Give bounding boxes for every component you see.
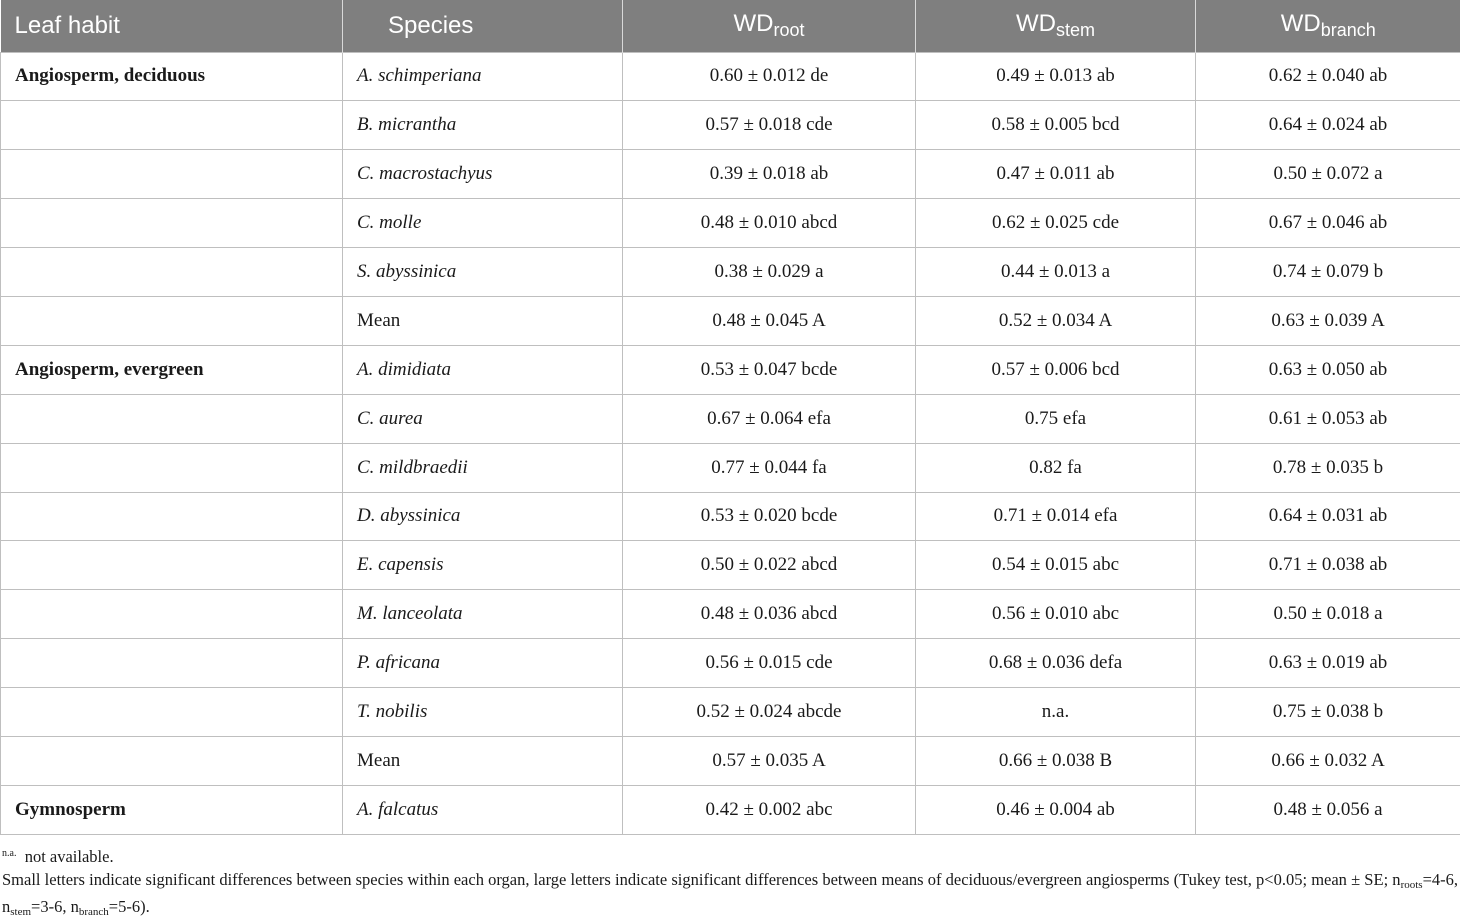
species-name: D. abyssinica [357, 505, 460, 526]
table-row [1, 639, 1460, 688]
wd-root-cell: 0.42 ± 0.002 abc [623, 785, 916, 834]
species-cell [343, 52, 623, 101]
species-cell [343, 199, 623, 248]
n-roots-val: =4-6, n [2, 870, 1458, 916]
leaf-habit-cell [1, 296, 343, 345]
header-species: Species [343, 0, 623, 52]
species-name: A. schimperiana [357, 65, 482, 86]
leaf-habit-cell [1, 150, 343, 199]
wd-stem-cell: 0.56 ± 0.010 abc [916, 590, 1196, 639]
species-cell [343, 541, 623, 590]
table-row [1, 345, 1460, 394]
wd-stem-base: WD [1016, 10, 1056, 37]
wd-branch-cell: 0.50 ± 0.018 a [1196, 590, 1460, 639]
leaf-habit-cell [1, 541, 343, 590]
wd-branch-cell: 0.64 ± 0.024 ab [1196, 101, 1460, 150]
wd-root-cell: 0.48 ± 0.036 abcd [623, 590, 916, 639]
table-row [1, 736, 1460, 785]
species-cell [343, 443, 623, 492]
leaf-habit-cell: Angiosperm, deciduous [1, 52, 343, 101]
wd-root-cell: 0.53 ± 0.020 bcde [623, 492, 916, 541]
wd-stem-cell: 0.66 ± 0.038 B [916, 736, 1196, 785]
wd-branch-cell: 0.63 ± 0.019 ab [1196, 639, 1460, 688]
species-cell [343, 590, 623, 639]
n-roots-sub: roots [1401, 879, 1423, 891]
wd-branch-cell: 0.74 ± 0.079 b [1196, 248, 1460, 297]
species-name: E. capensis [357, 554, 444, 575]
wd-stem-cell: 0.62 ± 0.025 cde [916, 199, 1196, 248]
wd-root-cell: 0.56 ± 0.015 cde [623, 639, 916, 688]
wd-stem-cell: 0.49 ± 0.013 ab [916, 52, 1196, 101]
species-name: C. aurea [357, 408, 423, 429]
table-row [1, 394, 1460, 443]
wd-root-sub: root [773, 20, 804, 40]
species-name: S. abyssinica [357, 261, 456, 282]
leaf-habit-cell [1, 394, 343, 443]
wd-stem-cell: 0.58 ± 0.005 bcd [916, 101, 1196, 150]
wd-root-cell: 0.39 ± 0.018 ab [623, 150, 916, 199]
species-name: A. falcatus [357, 799, 438, 820]
wd-root-cell: 0.50 ± 0.022 abcd [623, 541, 916, 590]
wd-stem-cell: 0.68 ± 0.036 defa [916, 639, 1196, 688]
species-cell: Mean [343, 296, 623, 345]
species-name: A. dimidiata [357, 359, 451, 380]
wd-stem-cell: 0.57 ± 0.006 bcd [916, 345, 1196, 394]
table-row [1, 443, 1460, 492]
wd-branch-cell: 0.67 ± 0.046 ab [1196, 199, 1460, 248]
wd-branch-cell: 0.66 ± 0.032 A [1196, 736, 1460, 785]
wd-branch-cell: 0.75 ± 0.038 b [1196, 688, 1460, 737]
table-row [1, 541, 1460, 590]
table-row [1, 296, 1460, 345]
species-cell [343, 688, 623, 737]
wd-branch-cell: 0.64 ± 0.031 ab [1196, 492, 1460, 541]
table-footnotes [0, 835, 1460, 923]
species-cell: Mean [343, 736, 623, 785]
leaf-habit-cell [1, 199, 343, 248]
wd-root-cell: 0.48 ± 0.045 A [623, 296, 916, 345]
wd-branch-sub: branch [1321, 20, 1376, 40]
table-row [1, 52, 1460, 101]
wd-branch-cell: 0.62 ± 0.040 ab [1196, 52, 1460, 101]
wd-stem-cell: 0.47 ± 0.011 ab [916, 150, 1196, 199]
table-row [1, 199, 1460, 248]
leaf-habit-cell [1, 443, 343, 492]
wd-stem-cell: 0.52 ± 0.034 A [916, 296, 1196, 345]
species-name: C. macrostachyus [357, 163, 492, 184]
header-row [1, 0, 1460, 52]
na-mark: n.a. [2, 848, 16, 859]
wd-stem-cell: 0.54 ± 0.015 abc [916, 541, 1196, 590]
table-body [1, 52, 1460, 834]
table-row [1, 150, 1460, 199]
leaf-habit-cell [1, 101, 343, 150]
wd-branch-base: WD [1281, 10, 1321, 37]
header-leaf-habit: Leaf habit [1, 0, 343, 52]
species-cell [343, 345, 623, 394]
wd-branch-cell: 0.61 ± 0.053 ab [1196, 394, 1460, 443]
species-name: B. micrantha [357, 114, 456, 135]
species-cell [343, 101, 623, 150]
wd-stem-cell: 0.44 ± 0.013 a [916, 248, 1196, 297]
species-cell [343, 394, 623, 443]
table-row [1, 101, 1460, 150]
n-stem-sub: stem [10, 906, 31, 918]
na-text: not available. [25, 847, 114, 866]
wd-stem-cell: n.a. [916, 688, 1196, 737]
species-cell [343, 639, 623, 688]
wd-root-cell: 0.57 ± 0.035 A [623, 736, 916, 785]
species-name: P. africana [357, 652, 440, 673]
n-stem-val: =3-6, n [31, 897, 79, 916]
n-branch-val: =5-6). [109, 897, 150, 916]
table-header [1, 0, 1460, 52]
species-cell [343, 248, 623, 297]
table-row [1, 590, 1460, 639]
wd-branch-cell: 0.50 ± 0.072 a [1196, 150, 1460, 199]
leaf-habit-cell [1, 248, 343, 297]
wd-stem-cell: 0.75 efa [916, 394, 1196, 443]
wd-root-cell: 0.52 ± 0.024 abcde [623, 688, 916, 737]
leaf-habit-cell [1, 590, 343, 639]
header-wd-branch [1196, 0, 1460, 52]
species-cell [343, 150, 623, 199]
wd-root-cell: 0.38 ± 0.029 a [623, 248, 916, 297]
footnote-significance [2, 869, 1458, 923]
wd-root-cell: 0.67 ± 0.064 efa [623, 394, 916, 443]
header-wd-stem [916, 0, 1196, 52]
wd-branch-cell: 0.63 ± 0.039 A [1196, 296, 1460, 345]
species-cell [343, 785, 623, 834]
species-name: T. nobilis [357, 701, 427, 722]
wd-root-base: WD [733, 10, 773, 37]
wd-branch-cell: 0.71 ± 0.038 ab [1196, 541, 1460, 590]
wd-stem-cell: 0.82 fa [916, 443, 1196, 492]
species-cell [343, 492, 623, 541]
wd-root-cell: 0.57 ± 0.018 cde [623, 101, 916, 150]
wd-root-cell: 0.53 ± 0.047 bcde [623, 345, 916, 394]
wd-root-cell: 0.48 ± 0.010 abcd [623, 199, 916, 248]
leaf-habit-cell [1, 688, 343, 737]
note-text: Small letters indicate significant differences between species within each organ, large letters indicate significant differences between means of deciduous/evergreen angiosperms (Tukey test, p<0.05; mean ± SE; n [2, 870, 1401, 889]
leaf-habit-cell [1, 736, 343, 785]
table-row [1, 492, 1460, 541]
header-wd-root [623, 0, 916, 52]
wd-branch-cell: 0.63 ± 0.050 ab [1196, 345, 1460, 394]
leaf-habit-cell: Gymnosperm [1, 785, 343, 834]
table-row [1, 248, 1460, 297]
wd-branch-cell: 0.78 ± 0.035 b [1196, 443, 1460, 492]
leaf-habit-cell [1, 492, 343, 541]
footnote-na [2, 843, 1458, 867]
wd-root-cell: 0.77 ± 0.044 fa [623, 443, 916, 492]
wd-stem-cell: 0.71 ± 0.014 efa [916, 492, 1196, 541]
species-name: M. lanceolata [357, 603, 463, 624]
table-row [1, 785, 1460, 834]
wd-stem-sub: stem [1056, 20, 1095, 40]
leaf-habit-cell [1, 639, 343, 688]
wd-stem-cell: 0.46 ± 0.004 ab [916, 785, 1196, 834]
wd-root-cell: 0.60 ± 0.012 de [623, 52, 916, 101]
species-name: C. mildbraedii [357, 457, 468, 478]
species-name: C. molle [357, 212, 421, 233]
n-branch-sub: branch [79, 906, 109, 918]
wd-branch-cell: 0.48 ± 0.056 a [1196, 785, 1460, 834]
table-row [1, 688, 1460, 737]
leaf-habit-cell: Angiosperm, evergreen [1, 345, 343, 394]
